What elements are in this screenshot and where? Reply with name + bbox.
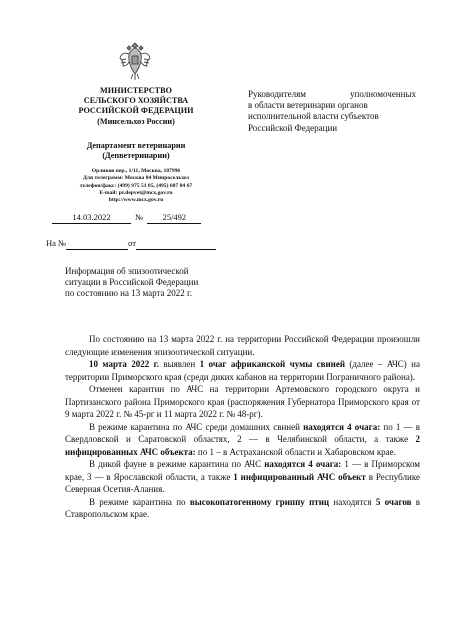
dept-line: Департамент ветеринарии [86, 141, 186, 150]
org-line: МИНИСТЕРСТВО [100, 86, 172, 95]
registration-number: 25/492 [147, 212, 201, 224]
subject-line: ситуации в Российской Федерации [65, 277, 199, 287]
letter-subject [65, 266, 265, 299]
contact-line: Для телеграмм: Москва 84 Минросельхоз [83, 175, 189, 182]
letter-body [65, 333, 420, 521]
number-sign: № [135, 212, 144, 222]
reference-from: от [128, 238, 137, 248]
recipient-line: Руководителям уполномоченных [248, 89, 416, 99]
recipient-line: в области ветеринарии органов [248, 100, 368, 111]
registration-date: 14.03.2022 [52, 212, 131, 224]
org-line: СЕЛЬСКОГО ХОЗЯЙСТВА [83, 96, 189, 106]
contact-line: Орликов пер., 1/11, Москва, 107996 [91, 168, 181, 174]
contact-line: телефон/факс: (499) 975 51 05, (495) 607 84 67 [79, 182, 193, 189]
contact-line: http://www.mcx.gov.ru [108, 197, 164, 204]
reference-prefix: На № [46, 238, 67, 248]
department-name [62, 141, 210, 161]
ministry-name [62, 86, 210, 127]
outbreak-highlight: 1 очаг африканской чумы свиней [199, 359, 346, 369]
registration-line [52, 212, 201, 224]
body-paragraph: В режиме карантина по высокопатогенному гриппу птиц находятся 5 очагов в Ставропольском крае. [65, 496, 421, 519]
reference-line [46, 238, 216, 250]
body-paragraph: По состоянию на 13 марта 2022 г. на территории Российской Федерации произошли следующие изменения эпизоотической ситуации. [65, 334, 420, 357]
body-paragraph: Отменен карантин по АЧС на территории Артемовского городского округа и Партизанского района Приморского края (распоряжения Губернатора Приморского края от 9 марта 2022 г. № 45-рг и 11 марта 2022 г. № 48-рг). [65, 384, 420, 419]
recipient-block [248, 89, 416, 134]
dept-line: (Депветеринарии) [102, 151, 170, 161]
org-line: (Минсельхоз России) [97, 116, 175, 126]
org-line: РОССИЙСКОЙ ФЕДЕРАЦИИ [78, 106, 194, 116]
date-highlight: 10 марта 2022 г. [89, 359, 159, 369]
body-paragraph: 10 марта 2022 г. выявлен 1 очаг африканской чумы свиней (далее – АЧС) на территории Приморского края (среди диких кабанов на территории Пограничного района). [65, 359, 420, 382]
body-paragraph: В дикой фауне в режиме карантина по АЧС находятся 4 очага: 1 — в Приморском крае, 3 — в Ярославской области, а также 1 инфицированный АЧС объект в Республике Северная Осетия-Алания. [65, 459, 421, 494]
recipient-line: Российской Федерации [248, 122, 338, 133]
subject-line: Информация об эпизоотической [65, 266, 189, 276]
contact-line: E-mail: pr.depvet@mcx.gov.ru [99, 189, 173, 196]
recipient-line: исполнительной власти субъектов [248, 111, 379, 122]
body-paragraph: В режиме карантина по АЧС среди домашних свиней находятся 4 очага: по 1 — в Свердловской и Саратовской областях, 2 — в Челябинской области, а также 2 инфицированных АЧС объекта: по 1 – в Астраханской области и Хабаровском крае. [65, 421, 420, 457]
subject-line: по состоянию на 13 марта 2022 г. [65, 288, 192, 298]
contact-info [50, 168, 222, 204]
coat-of-arms-emblem [118, 40, 152, 82]
